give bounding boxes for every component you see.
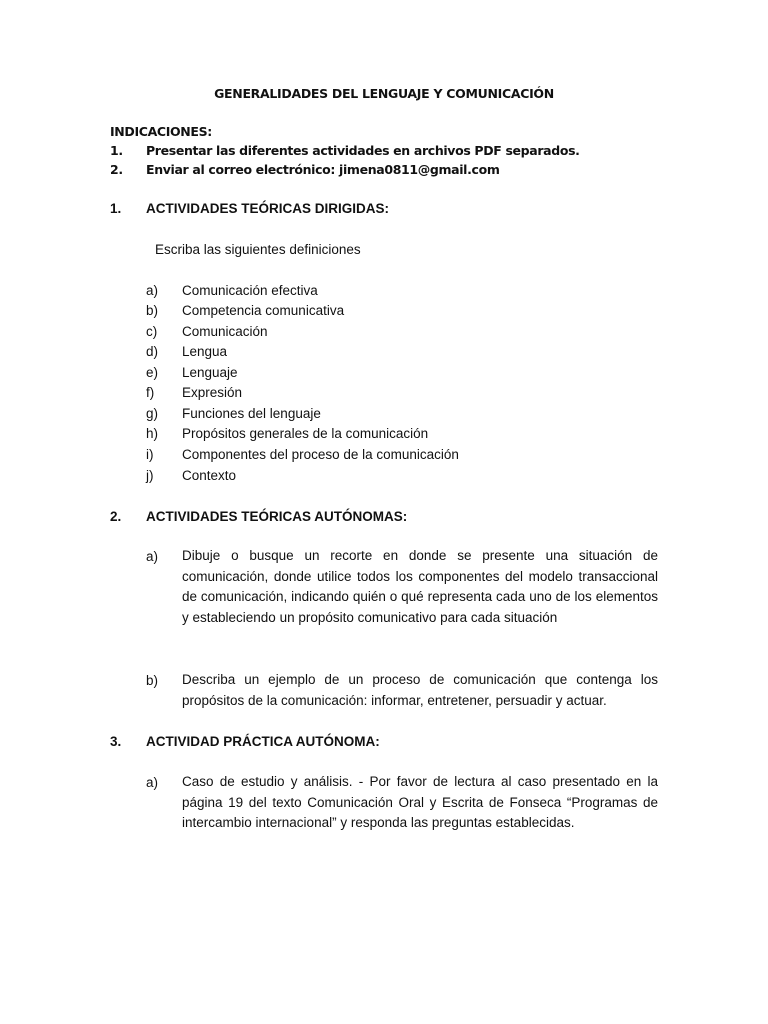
definition-label: f)	[146, 385, 155, 400]
activity-paragraph: Caso de estudio y análisis. - Por favor de lectura al caso presentado en la página 19 del texto Comunicación Oral y Escrita de Fonseca “Programas de intercambio internacional” y responda las preguntas establecidas.	[182, 774, 658, 831]
section-1-heading: ACTIVIDADES TEÓRICAS DIRIGIDAS:	[146, 201, 390, 216]
definition-item: Lengua	[182, 344, 228, 359]
activity-label: a)	[146, 549, 159, 564]
definition-label: g)	[146, 406, 159, 421]
definition-item: Comunicación efectiva	[182, 283, 318, 298]
definition-label: e)	[146, 365, 159, 380]
definition-label: h)	[146, 426, 159, 441]
section-1-number: 1.	[110, 201, 122, 216]
definition-label: d)	[146, 344, 159, 359]
definition-item: Funciones del lenguaje	[182, 406, 321, 421]
activity-label: b)	[146, 673, 159, 688]
definition-label: a)	[146, 283, 159, 298]
indicaciones-heading: INDICACIONES:	[110, 124, 212, 139]
definition-item: Expresión	[182, 385, 243, 400]
definition-item: Lenguaje	[182, 365, 238, 380]
definition-item: Contexto	[182, 468, 237, 483]
indicacion-1-text: Presentar las diferentes actividades en archivos PDF separados.	[146, 143, 580, 158]
activity-paragraph: Dibuje o busque un recorte en donde se presente una situación de comunicación, donde utilice todos los componentes del modelo transaccional de comunicación, indicando quién o qué representa cada uno de los elementos y estableciendo un propósito comunicativo para cada situación	[182, 548, 658, 625]
indicacion-1-number: 1.	[110, 143, 123, 158]
indicacion-2-number: 2.	[110, 162, 123, 177]
definition-item: Competencia comunicativa	[182, 303, 345, 318]
definition-item: Componentes del proceso de la comunicación	[182, 447, 459, 462]
activity-paragraph: Describa un ejemplo de un proceso de comunicación que contenga los propósitos de la comunicación: informar, entretener, persuadir y actuar.	[182, 672, 658, 708]
document-title: GENERALIDADES DEL LENGUAJE Y COMUNICACIÓN	[214, 86, 554, 101]
section-3-number: 3.	[110, 734, 122, 749]
section-2-heading: ACTIVIDADES TEÓRICAS AUTÓNOMAS:	[146, 509, 408, 524]
definition-item: Propósitos generales de la comunicación	[182, 426, 429, 441]
definition-label: i)	[146, 447, 154, 462]
indicacion-2-text: Enviar al correo electrónico: jimena0811@gmail.com	[146, 162, 500, 177]
activity-label: a)	[146, 775, 159, 790]
section-2-number: 2.	[110, 509, 122, 524]
definition-item: Comunicación	[182, 324, 268, 339]
section-1-intro: Escriba las siguientes definiciones	[155, 242, 361, 257]
section-3-heading: ACTIVIDAD PRÁCTICA AUTÓNOMA:	[146, 734, 380, 749]
definition-label: j)	[146, 468, 154, 483]
definition-label: c)	[146, 324, 158, 339]
definition-label: b)	[146, 303, 159, 318]
